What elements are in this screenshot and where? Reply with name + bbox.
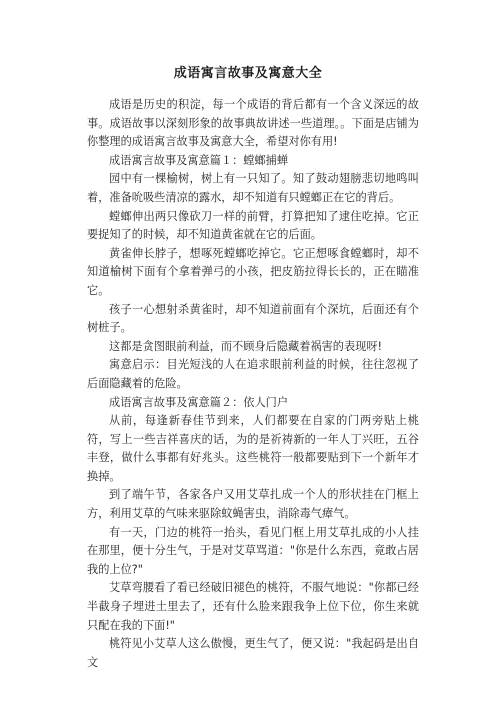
article-body xyxy=(87,96,419,672)
section-heading-2: 成语寓言故事及寓意篇２：依人门户 xyxy=(109,395,289,409)
paragraph: 桃符见小艾草人这么傲慢，更生气了，便又说："我起码是出自文 xyxy=(87,637,419,669)
paragraph: 黄雀伸长脖子，想啄死螳螂吃掉它。它正想啄食螳螂时，却不知道榆树下面有个拿着弹弓的小孩，把皮筋拉得长长的，正在瞄准它。 xyxy=(87,246,419,297)
paragraph: 艾草弯腰看了看已经破旧褪色的桃符，不服气地说："你都已经半截身子埋进土里去了，还有什么脸来跟我争上位下位，你生来就只配在我的下面!" xyxy=(87,581,419,632)
paragraph: 从前，每逢新春佳节到来，人们都要在自家的门两旁贴上桃符，写上一些吉祥喜庆的话，为的是祈祷新的一年人丁兴旺，五谷丰登，做什么事都有好兆头。这些桃符一般都要贴到下一个新年才换掉。 xyxy=(87,414,419,483)
moral-paragraph: 寓意启示：目光短浅的人在追求眼前利益的时候，往往忽视了后面隐藏着的危险。 xyxy=(87,358,419,390)
paragraph-intro: 成语是历史的积淀，每一个成语的背后都有一个含义深远的故事。成语故事以深刻形象的故事典故讲述一些道理。。下面是店铺为你整理的成语寓言故事及寓意大全，希望对你有用! xyxy=(87,98,419,149)
paragraph: 孩子一心想射杀黄雀时，却不知道前面有个深坑，后面还有个树桩子。 xyxy=(87,302,419,335)
page-title: 成语寓言故事及寓意大全 xyxy=(173,66,323,81)
paragraph: 螳螂伸出两只像砍刀一样的前臂，打算把知了逮住吃掉。它正要捉知了的时候，却不知道黄雀就在它的后面。 xyxy=(87,209,419,242)
paragraph: 园中有一棵榆树，树上有一只知了。知了鼓动翅膀悲切地鸣叫着，准备吮吸些清凉的露水，却不知道有只螳螂正在它的背后。 xyxy=(87,172,419,204)
paragraph: 到了端午节，各家各户又用艾草扎成一个人的形状挂在门框上方，利用艾草的气味来驱除蚊蝇害虫，消除毒气瘴气。 xyxy=(87,488,419,521)
paragraph: 这都是贪图眼前利益，而不顾身后隐藏着祸害的表现呀! xyxy=(109,339,382,353)
section-heading-1: 成语寓言故事及寓意篇１：螳螂捕蝉 xyxy=(109,153,289,167)
paragraph: 有一天，门边的桃符一抬头，看见门框上用艾草扎成的小人挂在那里，便十分生气，于是对艾草骂道："你是什么东西，竟敢占居我的上位?" xyxy=(87,525,419,576)
